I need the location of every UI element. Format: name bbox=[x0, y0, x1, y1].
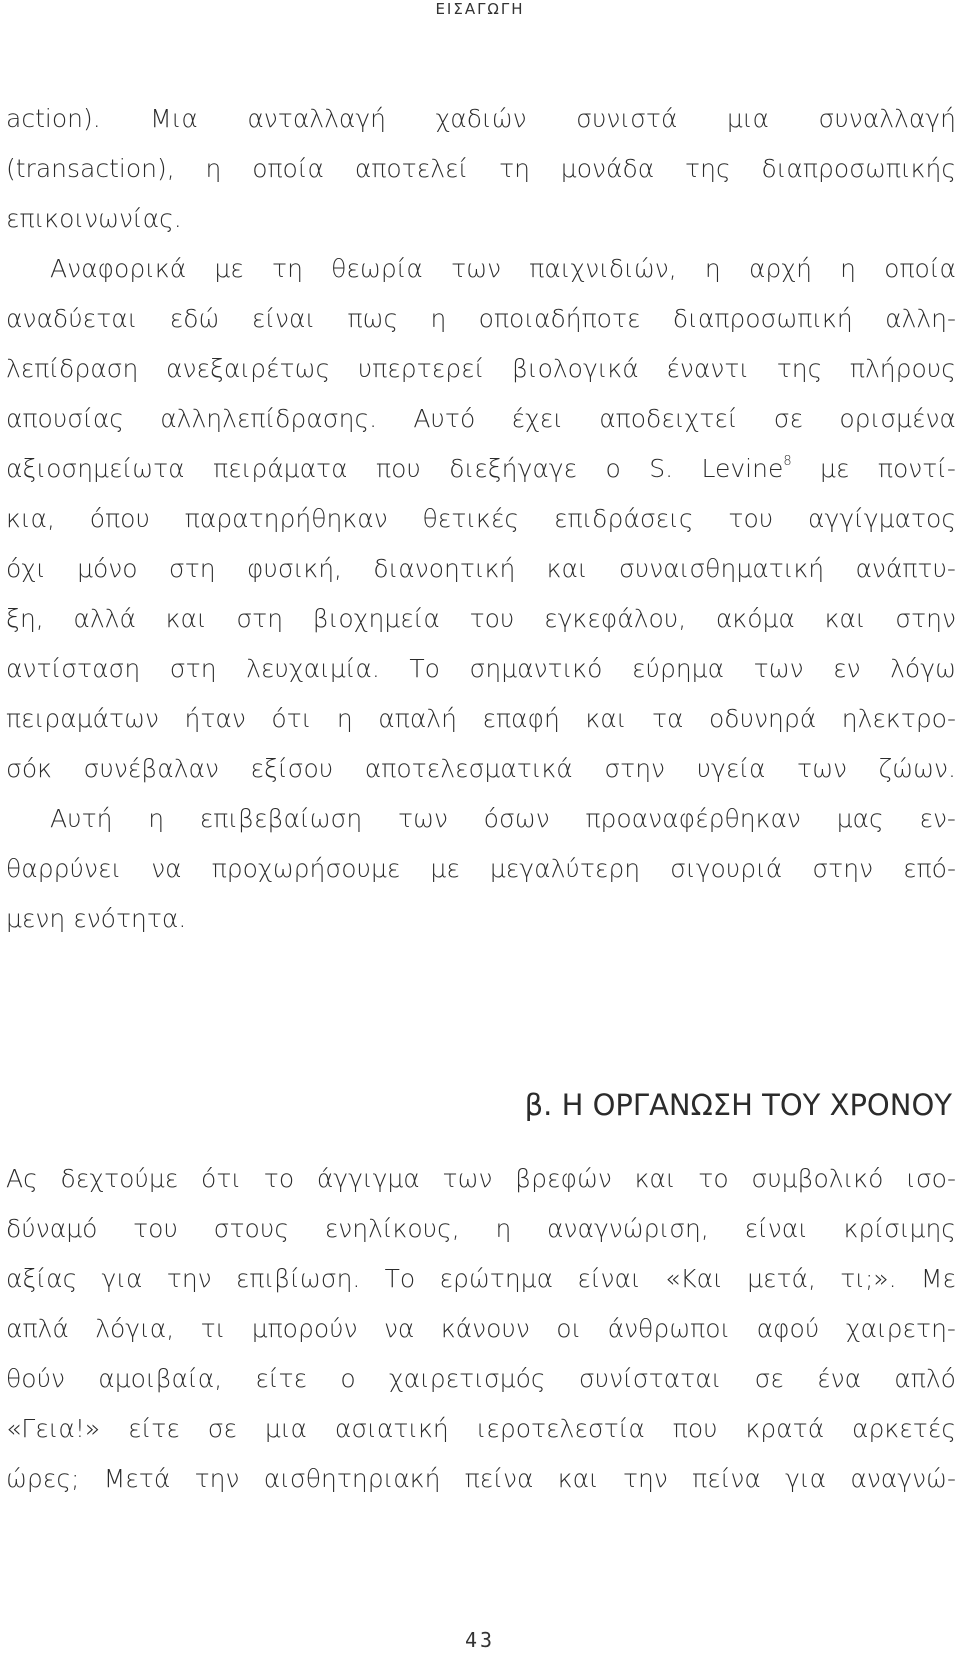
word: δεχτούμε bbox=[60, 1164, 179, 1193]
word: παρατηρήθηκαν bbox=[184, 504, 388, 533]
word: τη bbox=[499, 154, 530, 183]
word: σε bbox=[754, 1364, 784, 1393]
word: πείνα bbox=[692, 1464, 761, 1493]
running-head: ΕΙΣΑΓΩΓΗ bbox=[435, 0, 525, 18]
word: αναδύεται bbox=[6, 304, 138, 333]
word: και bbox=[557, 1464, 599, 1493]
word: οποία bbox=[252, 154, 325, 183]
word: συμβολικό bbox=[751, 1164, 884, 1193]
word: δύναμό bbox=[6, 1214, 98, 1243]
word: επιβίωση. bbox=[235, 1264, 361, 1293]
word: των bbox=[451, 254, 502, 283]
word: ότι bbox=[201, 1164, 242, 1193]
word: κάνουν bbox=[440, 1314, 530, 1343]
word: την bbox=[194, 1464, 240, 1493]
word: πείνα bbox=[464, 1464, 534, 1493]
page-number: 43 bbox=[464, 1628, 496, 1652]
word: μονάδα bbox=[560, 154, 655, 183]
word: αισθητηριακή bbox=[263, 1464, 441, 1493]
word: εξίσου bbox=[250, 754, 334, 783]
word: με bbox=[214, 254, 244, 283]
word: αποτελεί bbox=[354, 154, 469, 183]
word: πλήρους bbox=[849, 354, 956, 383]
word: η bbox=[148, 804, 165, 833]
word: θούν bbox=[6, 1364, 66, 1393]
word: λόγω bbox=[890, 654, 956, 683]
word: η bbox=[704, 254, 721, 283]
word: στη bbox=[169, 654, 217, 683]
word: με bbox=[430, 854, 460, 883]
word: άγγιγμα bbox=[316, 1164, 420, 1193]
word: την bbox=[623, 1464, 668, 1493]
word: του bbox=[133, 1214, 178, 1243]
word: απλό bbox=[894, 1364, 956, 1393]
text-line bbox=[6, 1264, 956, 1293]
word: ορισμένα bbox=[839, 404, 956, 433]
word: σόκ bbox=[6, 754, 52, 783]
word: για bbox=[785, 1464, 827, 1493]
word: σημαντικό bbox=[469, 654, 603, 683]
word: στην bbox=[604, 754, 666, 783]
text-line bbox=[6, 554, 956, 583]
word: λευχαιμία. bbox=[246, 654, 380, 683]
word: και bbox=[585, 704, 627, 733]
word: αμοιβαία, bbox=[98, 1364, 223, 1393]
word: έχει bbox=[511, 404, 563, 433]
word: Το bbox=[384, 1264, 416, 1293]
word: μενη bbox=[6, 904, 66, 933]
word: Με bbox=[920, 1264, 956, 1293]
word: η bbox=[336, 704, 353, 733]
word: σε bbox=[207, 1414, 238, 1443]
word: Αυτό bbox=[413, 404, 476, 433]
word: διαπροσωπική bbox=[672, 304, 853, 333]
word: των bbox=[442, 1164, 493, 1193]
word: διεξήγαγε bbox=[449, 454, 578, 483]
word: Ας bbox=[6, 1164, 38, 1193]
word: αγγίγματος bbox=[808, 504, 956, 533]
word: ήταν bbox=[184, 704, 246, 733]
text-line bbox=[6, 304, 956, 333]
word: μας bbox=[836, 804, 884, 833]
word: Αναφορικά bbox=[50, 254, 187, 283]
text-line bbox=[6, 404, 956, 433]
word: πως bbox=[347, 304, 399, 333]
word: ο bbox=[605, 454, 621, 483]
word: στη bbox=[236, 604, 284, 633]
word: παιχνιδιών, bbox=[529, 254, 677, 283]
word: ανεξαιρέτως bbox=[166, 354, 331, 383]
word: όχι bbox=[6, 554, 46, 583]
word: έναντι bbox=[666, 354, 750, 383]
word: ανάπτυ- bbox=[855, 554, 956, 583]
word: είναι bbox=[251, 304, 316, 333]
text-line bbox=[6, 754, 956, 783]
word: απουσίας bbox=[6, 404, 124, 433]
word: Levine$^8$ bbox=[701, 454, 792, 483]
word: ενηλίκους, bbox=[324, 1214, 460, 1243]
word: ιεροτελεστία bbox=[476, 1414, 645, 1443]
word: μια bbox=[726, 104, 769, 133]
word: κια, bbox=[6, 504, 55, 533]
word: είτε bbox=[255, 1364, 308, 1393]
word: μόνο bbox=[77, 554, 138, 583]
word: που bbox=[672, 1414, 718, 1443]
word: ο bbox=[340, 1364, 356, 1393]
text-line bbox=[6, 204, 182, 233]
word: για bbox=[101, 1264, 143, 1293]
word: «Και bbox=[664, 1264, 723, 1293]
word: αναγνώ- bbox=[850, 1464, 956, 1493]
word: με bbox=[820, 454, 850, 483]
word: και bbox=[824, 604, 866, 633]
word: η bbox=[840, 254, 856, 283]
word: αντίσταση bbox=[6, 654, 141, 683]
word: ποντί- bbox=[877, 454, 956, 483]
word: είτε bbox=[128, 1414, 180, 1443]
word: οδυνηρά bbox=[709, 704, 817, 733]
text-line bbox=[6, 1314, 956, 1343]
word: τη bbox=[272, 254, 303, 283]
word: πειράματα bbox=[213, 454, 348, 483]
word: η bbox=[430, 304, 447, 333]
word: αλλά bbox=[73, 604, 136, 633]
word: χαιρετισμός bbox=[388, 1364, 546, 1393]
word: το bbox=[698, 1164, 729, 1193]
word: όσων bbox=[483, 804, 550, 833]
word: σε bbox=[773, 404, 804, 433]
word: χαδιών bbox=[435, 104, 527, 133]
word: είναι bbox=[744, 1214, 808, 1243]
word: να bbox=[383, 1314, 415, 1343]
word: διαπροσωπικής bbox=[761, 154, 956, 183]
section-heading: β. Η ΟΡΓΑΝΩΣΗ ΤΟΥ ΧΡΟΝΟΥ bbox=[524, 1088, 952, 1122]
word: ώρες; bbox=[6, 1464, 80, 1493]
word: εδώ bbox=[169, 304, 220, 333]
word: άνθρωποι bbox=[607, 1314, 731, 1343]
word: οποιαδήποτε bbox=[478, 304, 641, 333]
word: προαναφέρθηκαν bbox=[585, 804, 801, 833]
word: μετά, bbox=[747, 1264, 816, 1293]
word: επαφή bbox=[482, 704, 560, 733]
word: ερώτημα bbox=[439, 1264, 554, 1293]
word: αλληλεπίδρασης. bbox=[160, 404, 378, 433]
text-line bbox=[6, 604, 956, 633]
text-line bbox=[6, 1414, 956, 1443]
word: βιολογικά bbox=[511, 354, 639, 383]
word: εγκεφάλου, bbox=[544, 604, 687, 633]
word: ανταλλαγή bbox=[247, 104, 387, 133]
word: λεπίδραση bbox=[6, 354, 139, 383]
word: (transaction), bbox=[6, 154, 175, 183]
word: σιγουριά bbox=[670, 854, 783, 883]
word: ζώων. bbox=[878, 754, 956, 783]
word: των bbox=[797, 754, 847, 783]
word: αποδειχτεί bbox=[599, 404, 738, 433]
word: της bbox=[776, 354, 823, 383]
word: κρίσιμης bbox=[843, 1214, 956, 1243]
word: Αυτή bbox=[50, 804, 113, 833]
word: υγεία bbox=[696, 754, 766, 783]
word: S. bbox=[649, 454, 674, 483]
word: την bbox=[166, 1264, 212, 1293]
word: εν bbox=[833, 654, 861, 683]
word: ακόμα bbox=[715, 604, 795, 633]
word: της bbox=[685, 154, 731, 183]
word: ξη, bbox=[6, 604, 44, 633]
word: χαιρετη- bbox=[845, 1314, 956, 1343]
word: η bbox=[495, 1214, 512, 1243]
text-line bbox=[6, 504, 956, 533]
word: λόγια, bbox=[95, 1314, 175, 1343]
word: να bbox=[151, 854, 182, 883]
word: συνίσταται bbox=[578, 1364, 722, 1393]
word: αρχή bbox=[748, 254, 812, 283]
word: και bbox=[546, 554, 588, 583]
footnote-marker: 8 bbox=[783, 454, 792, 469]
text-line bbox=[6, 154, 956, 183]
text-line bbox=[6, 654, 956, 683]
text-line bbox=[50, 804, 956, 833]
word: ένα bbox=[817, 1364, 862, 1393]
word: είναι bbox=[577, 1264, 641, 1293]
word: προχωρήσουμε bbox=[211, 854, 401, 883]
word: απαλή bbox=[378, 704, 457, 733]
word: θετικές bbox=[422, 504, 520, 533]
word: φυσική, bbox=[246, 554, 343, 583]
word: ασιατική bbox=[334, 1414, 449, 1443]
word: του bbox=[728, 504, 774, 533]
text-line bbox=[6, 454, 956, 483]
text-line bbox=[6, 1214, 956, 1243]
word: κρατά bbox=[745, 1414, 825, 1443]
word: υπερτερεί bbox=[357, 354, 485, 383]
word: επιδράσεις bbox=[553, 504, 694, 533]
word: απλά bbox=[6, 1314, 69, 1343]
word: συναισθηματική bbox=[618, 554, 825, 583]
word: τι bbox=[200, 1314, 226, 1343]
text-line bbox=[6, 904, 186, 933]
word: επό- bbox=[903, 854, 956, 883]
word: Μια bbox=[150, 104, 198, 133]
word: αρκετές bbox=[852, 1414, 956, 1443]
word: του bbox=[469, 604, 515, 633]
text-line bbox=[6, 854, 956, 883]
word: στην bbox=[812, 854, 874, 883]
word: αναγνώριση, bbox=[547, 1214, 709, 1243]
word: τα bbox=[651, 704, 684, 733]
word: οι bbox=[556, 1314, 582, 1343]
word: αφού bbox=[756, 1314, 820, 1343]
text-line bbox=[6, 1364, 956, 1393]
word: η bbox=[205, 154, 222, 183]
word: αποτελεσματικά bbox=[364, 754, 573, 783]
word: θαρρύνει bbox=[6, 854, 122, 883]
word: αλλη- bbox=[885, 304, 956, 333]
word: Το bbox=[409, 654, 440, 683]
word: βιοχημεία bbox=[312, 604, 440, 633]
word: στην bbox=[895, 604, 956, 633]
word: αξιοσημείωτα bbox=[6, 454, 185, 483]
word: που bbox=[376, 454, 421, 483]
word: συναλλαγή bbox=[818, 104, 956, 133]
word: των bbox=[397, 804, 448, 833]
word: μια bbox=[264, 1414, 307, 1443]
text-line bbox=[6, 704, 956, 733]
word: επικοινωνίας. bbox=[6, 204, 182, 233]
word: και bbox=[165, 604, 207, 633]
word: διανοητική bbox=[373, 554, 516, 583]
word: των bbox=[753, 654, 804, 683]
word: το bbox=[263, 1164, 295, 1193]
text-line bbox=[6, 354, 956, 383]
word: μπορούν bbox=[251, 1314, 358, 1343]
word: συνιστά bbox=[576, 104, 678, 133]
text-line bbox=[6, 1464, 956, 1493]
text-line bbox=[50, 254, 956, 283]
word: βρεφών bbox=[515, 1164, 612, 1193]
word: πειραμάτων bbox=[6, 704, 159, 733]
word: εύρημα bbox=[631, 654, 725, 683]
word: εν- bbox=[919, 804, 956, 833]
word: action). bbox=[6, 104, 101, 133]
text-line bbox=[6, 104, 956, 133]
word: Μετά bbox=[103, 1464, 171, 1493]
word: ισο- bbox=[906, 1164, 956, 1193]
word: στους bbox=[213, 1214, 289, 1243]
word: και bbox=[634, 1164, 676, 1193]
text-line bbox=[6, 1164, 956, 1193]
word: συνέβαλαν bbox=[83, 754, 219, 783]
word: τι;». bbox=[840, 1264, 897, 1293]
word: «Γεια!» bbox=[6, 1414, 101, 1443]
word: όπου bbox=[89, 504, 150, 533]
word: ότι bbox=[271, 704, 312, 733]
word: στη bbox=[168, 554, 216, 583]
word: θεωρία bbox=[331, 254, 423, 283]
word: αξίας bbox=[6, 1264, 78, 1293]
word: μεγαλύτερη bbox=[489, 854, 641, 883]
word: επιβεβαίωση bbox=[199, 804, 363, 833]
word: ενότητα. bbox=[73, 904, 187, 933]
word: ηλεκτρο- bbox=[841, 704, 956, 733]
word: οποία bbox=[884, 254, 956, 283]
